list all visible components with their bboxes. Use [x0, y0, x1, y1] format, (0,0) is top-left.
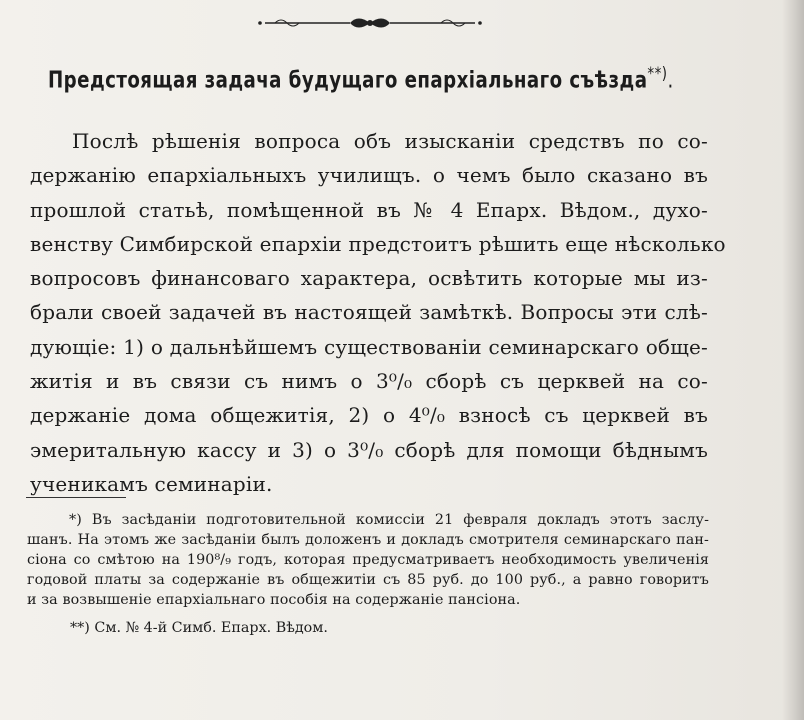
title-main: Предстоящая задача будущаго епархіальнаго съѣзда: [48, 67, 648, 94]
body-line: прошлой статьѣ, помѣщенной въ № 4 Епарх. Вѣдом., духо-: [30, 197, 708, 222]
footnote-2: **) См. № 4-й Симб. Епарх. Вѣдом.: [70, 620, 328, 636]
body-line: держаніе дома общежитія, 2) о 4⁰/₀ взносѣ съ церквей въ: [30, 403, 708, 428]
footnote-line: годовой платы за содержаніе въ общежитіи съ 85 руб. до 100 руб., а равно говоритъ: [27, 572, 709, 588]
body-line: житія и въ связи съ нимъ о 3⁰/₀ сборѣ съ церквей на со-: [30, 369, 708, 394]
body-line: вопросовъ финансоваго характера, освѣтить которые мы из-: [30, 266, 708, 291]
body-line: брали своей задачей въ настоящей замѣткѣ. Вопросы эти слѣ-: [30, 300, 708, 325]
body-line: Послѣ рѣшенія вопроса объ изысканіи средствъ по со-: [72, 129, 708, 153]
body-line: эмеритальную кассу и 3) о 3⁰/₀ сборѣ для помощи бѣднымъ: [30, 437, 708, 462]
title-period: .: [667, 67, 674, 94]
body-line: дующіе: 1) о дальнѣйшемъ существованіи семинарскаго обще-: [30, 334, 708, 359]
body-line: венству Симбирской епархіи предстоитъ рѣшить еще нѣсколько: [30, 231, 726, 256]
page-edge-shadow: [782, 0, 804, 720]
footnote-line: *) Въ засѣданіи подготовительной комиссіи 21 февраля докладъ этотъ заслу-: [69, 512, 709, 528]
ornament-divider-icon: [255, 12, 485, 34]
body-line: держанію епархіальныхъ училищъ. о чемъ было сказано въ: [30, 163, 708, 188]
footnote-line: и за возвышеніе епархіальнаго пособія на содержаніе пансіона.: [27, 592, 521, 608]
page-title: [48, 64, 674, 94]
title-footnote-marker: **): [647, 64, 668, 84]
footnote-line: шанъ. На этомъ же засѣданіи былъ доложенъ и докладъ смотрителя семинарскаго пан-: [27, 532, 709, 548]
footnote-divider: [26, 497, 126, 498]
footnote-line: сіона со смѣтою на 190⁸/₉ годъ, которая предусматриваетъ необходимость увеличенія: [27, 552, 709, 568]
article-body: [30, 124, 726, 501]
body-line: ученикамъ семинаріи.: [30, 471, 273, 496]
footnote-1: [27, 510, 709, 610]
